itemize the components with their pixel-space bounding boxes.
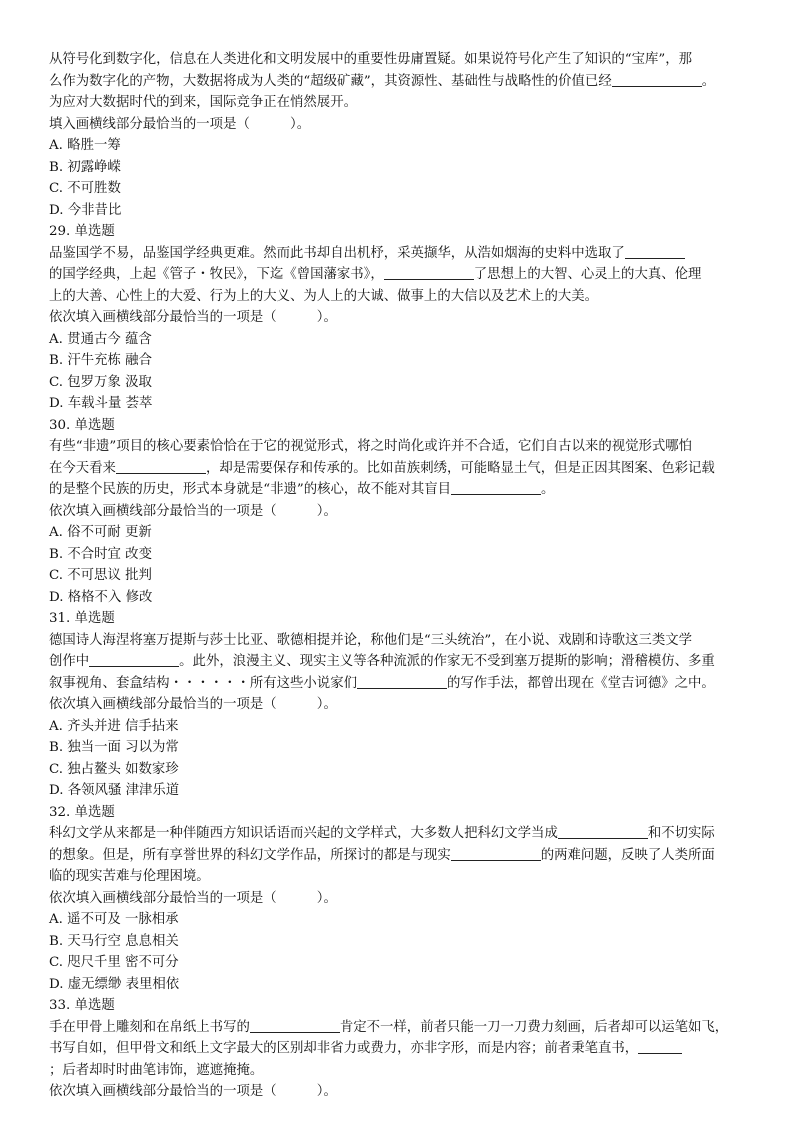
option-c[interactable]: C. 咫尺千里 密不可分	[49, 955, 179, 970]
answer-blank	[357, 674, 447, 689]
passage-text: 么作为数字化的产物，大数据将成为人类的“超级矿藏”，其资源性、基础性与战略性的价值已经	[49, 73, 612, 89]
option-d[interactable]: D. 格格不入 修改	[49, 589, 153, 605]
answer-blank	[558, 824, 648, 839]
passage-text: 创作中	[49, 654, 90, 669]
passage-text: 有些“非遗”项目的核心要素恰恰在于它的视觉形式，将之时尚化或许并不合适，它们自古以来的视觉形式哪怕	[49, 439, 693, 454]
passage-text: 在今天看来	[49, 460, 116, 476]
passage-text: 。此外，浪漫主义、现实主义等各种流派的作家无不受到塞万提斯的影响；滑稽模仿、多重	[179, 654, 715, 669]
passage-line	[49, 673, 761, 695]
option-b[interactable]: B. 不合时宜 改变	[49, 546, 152, 562]
passage-text: 上的大善、心性上的大爱、行为上的大义、为人上的大诚、做事上的大信以及艺术上的大美。	[49, 288, 599, 304]
question-prompt: 填入画横线部分最恰当的一项是（ ）。	[49, 116, 311, 132]
option-b[interactable]: B. 独当一面 习以为常	[49, 740, 179, 755]
option-a[interactable]: A. 略胜一筹	[49, 138, 121, 153]
passage-text: 。	[701, 73, 716, 89]
answer-blank	[250, 1018, 340, 1033]
passage-line	[49, 71, 761, 93]
question-header: 30. 单选题	[49, 417, 115, 433]
passage-text: 的是整个民族的历史，形式本身就是“非遗”的核心，故不能对其盲目	[49, 482, 452, 497]
passage-text: 。	[541, 482, 555, 497]
question-header: 31. 单选题	[49, 611, 115, 626]
passage-line	[49, 1038, 761, 1060]
answer-blank	[451, 846, 541, 861]
passage-text: 的想象。但是，所有享誉世界的科幻文学作品，所探讨的都是与现实	[49, 847, 451, 863]
passage-text: 的写作手法，都曾出现在《堂吉诃德》之中。	[446, 675, 715, 691]
passage-text: ；后者却时时曲笔讳饰，遮遮掩掩。	[49, 1062, 264, 1078]
passage-line	[49, 436, 761, 458]
passage-text: 叙事视角、套盒结构・・・・・・所有这些小说家们	[49, 675, 357, 691]
answer-blank	[638, 1039, 682, 1054]
passage-line	[49, 458, 761, 480]
question-prompt: 依次填入画横线部分最恰当的一项是（ ）。	[49, 890, 337, 906]
option-d[interactable]: D. 今非昔比	[49, 202, 122, 218]
question-prompt: 依次填入画横线部分最恰当的一项是（ ）。	[49, 697, 337, 712]
option-a[interactable]: A. 俗不可耐 更新	[49, 525, 152, 540]
passage-text: 肯定不一样，前者只能一刀一刀费力刻画，后者却可以运笔如飞，	[339, 1019, 729, 1035]
passage-text: 科幻文学从来都是一种伴随西方知识话语而兴起的文学样式，大多数人把科幻文学当成	[49, 826, 558, 841]
question-prompt: 依次填入画横线部分最恰当的一项是（ ）。	[49, 503, 337, 519]
answer-blank	[89, 652, 179, 667]
passage-line	[49, 866, 761, 888]
option-a[interactable]: A. 遥不可及 一脉相承	[49, 912, 179, 927]
option-c[interactable]: C. 独占鳌头 如数家珍	[49, 761, 179, 777]
option-c[interactable]: C. 包罗万象 汲取	[49, 374, 152, 390]
option-b[interactable]: B. 初露峥嵘	[49, 159, 121, 175]
option-c[interactable]: C. 不可思议 批判	[49, 568, 152, 583]
answer-blank	[116, 459, 206, 474]
passage-line	[49, 651, 761, 673]
passage-text: 临的现实苦难与伦理困境。	[49, 869, 210, 884]
question-header: 29. 单选题	[49, 224, 115, 239]
passage-text: 手在甲骨上雕刻和在帛纸上书写的	[49, 1019, 250, 1035]
passage-line	[49, 823, 761, 845]
answer-blank	[612, 72, 702, 87]
passage-text: 德国诗人海涅将塞万提斯与莎士比亚、歌德相提并论，称他们是“三头统治”，在小说、戏剧和诗歌这三类文学	[49, 632, 693, 648]
passage-text: ，却是需要保存和传承的。比如苗族刺绣，可能略显土气，但是正因其图案、色彩记载	[205, 460, 715, 476]
passage-text: 品鉴国学不易，品鉴国学经典更难。然而此书却自出机杼，采英撷华，从浩如烟海的史料中选取了	[49, 245, 625, 261]
option-d[interactable]: D. 各领风骚 津津乐道	[49, 783, 180, 798]
passage-text: 书写自如，但甲骨文和纸上文字最大的区别却非省力或费力，亦非字形，而是内容；前者秉笔直书，	[49, 1041, 639, 1056]
passage-line	[49, 845, 761, 867]
passage-line	[49, 49, 761, 71]
passage-line	[49, 243, 761, 265]
passage-line	[49, 1017, 761, 1039]
question-prompt: 依次填入画横线部分最恰当的一项是（ ）。	[49, 310, 337, 325]
option-d[interactable]: D. 车载斗量 荟萃	[49, 396, 153, 411]
answer-blank	[451, 480, 541, 495]
answer-blank	[384, 265, 474, 280]
passage-line	[49, 286, 761, 308]
option-b[interactable]: B. 汗牛充栋 融合	[49, 353, 152, 368]
option-a[interactable]: A. 贯通古今 蕴含	[49, 331, 152, 347]
passage-text: 和不切实际	[647, 826, 715, 841]
passage-text: 从符号化到数字化，信息在人类进化和文明发展中的重要性毋庸置疑。如果说符号化产生了知识的“宝库”，那	[49, 52, 693, 67]
passage-line	[49, 1060, 761, 1082]
document-page	[49, 49, 761, 1103]
passage-line	[49, 479, 761, 501]
passage-text: 为应对大数据时代的到来，国际竞争正在悄然展开。	[49, 95, 357, 110]
question-header: 33. 单选题	[49, 998, 115, 1013]
option-a[interactable]: A. 齐头并进 信手拈来	[49, 718, 179, 734]
passage-line	[49, 92, 761, 114]
passage-text: 了思想上的大智、心灵上的大真、伦理	[473, 267, 702, 282]
answer-blank	[625, 244, 685, 259]
passage-text: 的国学经典，上起《管子・牧民》，下迄《曾国藩家书》，	[49, 267, 384, 282]
question-prompt: 依次填入画横线部分最恰当的一项是（ ）。	[49, 1084, 337, 1099]
passage-line	[49, 630, 761, 652]
option-c[interactable]: C. 不可胜数	[49, 181, 121, 196]
passage-text: 的两难问题，反映了人类所面	[540, 847, 715, 863]
option-b[interactable]: B. 天马行空 息息相关	[49, 933, 179, 949]
passage-line	[49, 264, 761, 286]
option-d[interactable]: D. 虚无缥缈 表里相依	[49, 976, 180, 992]
question-header: 32. 单选题	[49, 804, 115, 820]
